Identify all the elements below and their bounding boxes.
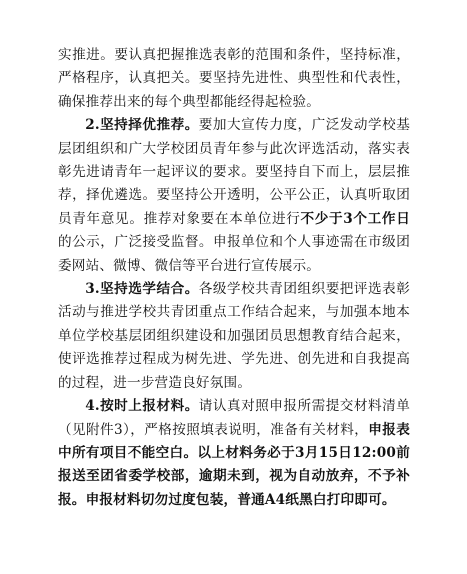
text-run: 实推进。要认真把握推选表彰的范围和条件，坚持标准，严格程序，认真把关。要坚持先进性、典型性和代表性，确保推荐出来的每个典型都能经得起检验。 [58,47,410,110]
document-body [58,44,410,512]
paragraph-combine-selection-learning [58,278,410,395]
text-run: 的公示，广泛接受监督。申报单位和个人事迹需在市级团委网站、微博、微信等平台进行宣传展示。 [58,234,410,274]
section-heading: 2.坚持择优推荐。 [85,117,199,134]
text-run: 请认真对照申报所需提交材料清单（见附件3），严格按照填表说明，准备有关材料， [58,398,410,438]
text-run: 各级学校共青团组织要把评选表彰活动与推进学校共青团重点工作结合起来，与加强本地本单位学校基层团组织建设和加强团员思想教育结合起来，使评选推荐过程成为树先进、学先进、创先进和自我提高的过程，进一步营造良好氛围。 [58,281,410,391]
section-heading: 3.坚持选学结合。 [85,281,199,298]
section-heading: 4.按时上报材料。 [85,398,199,415]
paragraph-submit-materials [58,395,410,512]
emphasis-text: 申报表中所有项目不能空白。以上材料务必于3月15日12:00前报送至团省委学校部，逾期未到，视为自动放弃，不予补报。申报材料切勿过度包装，普通A4纸黑白打印即可。 [58,421,410,508]
paragraph-merit-recommendation [58,114,410,278]
text-run: 要加大宣传力度，广泛发动学校基层团组织和广大学校团员青年参与此次评选活动，落实表彰先进请青年一起评议的要求。要坚持自下而上，层层推荐，择优遴选。要坚持公开透明，公平公正，认真听取团员青年意见。推荐对象要在本单位进行 [58,117,410,227]
paragraph-continuation [58,44,410,114]
emphasis-text: 不少于3个工作日 [300,210,410,227]
